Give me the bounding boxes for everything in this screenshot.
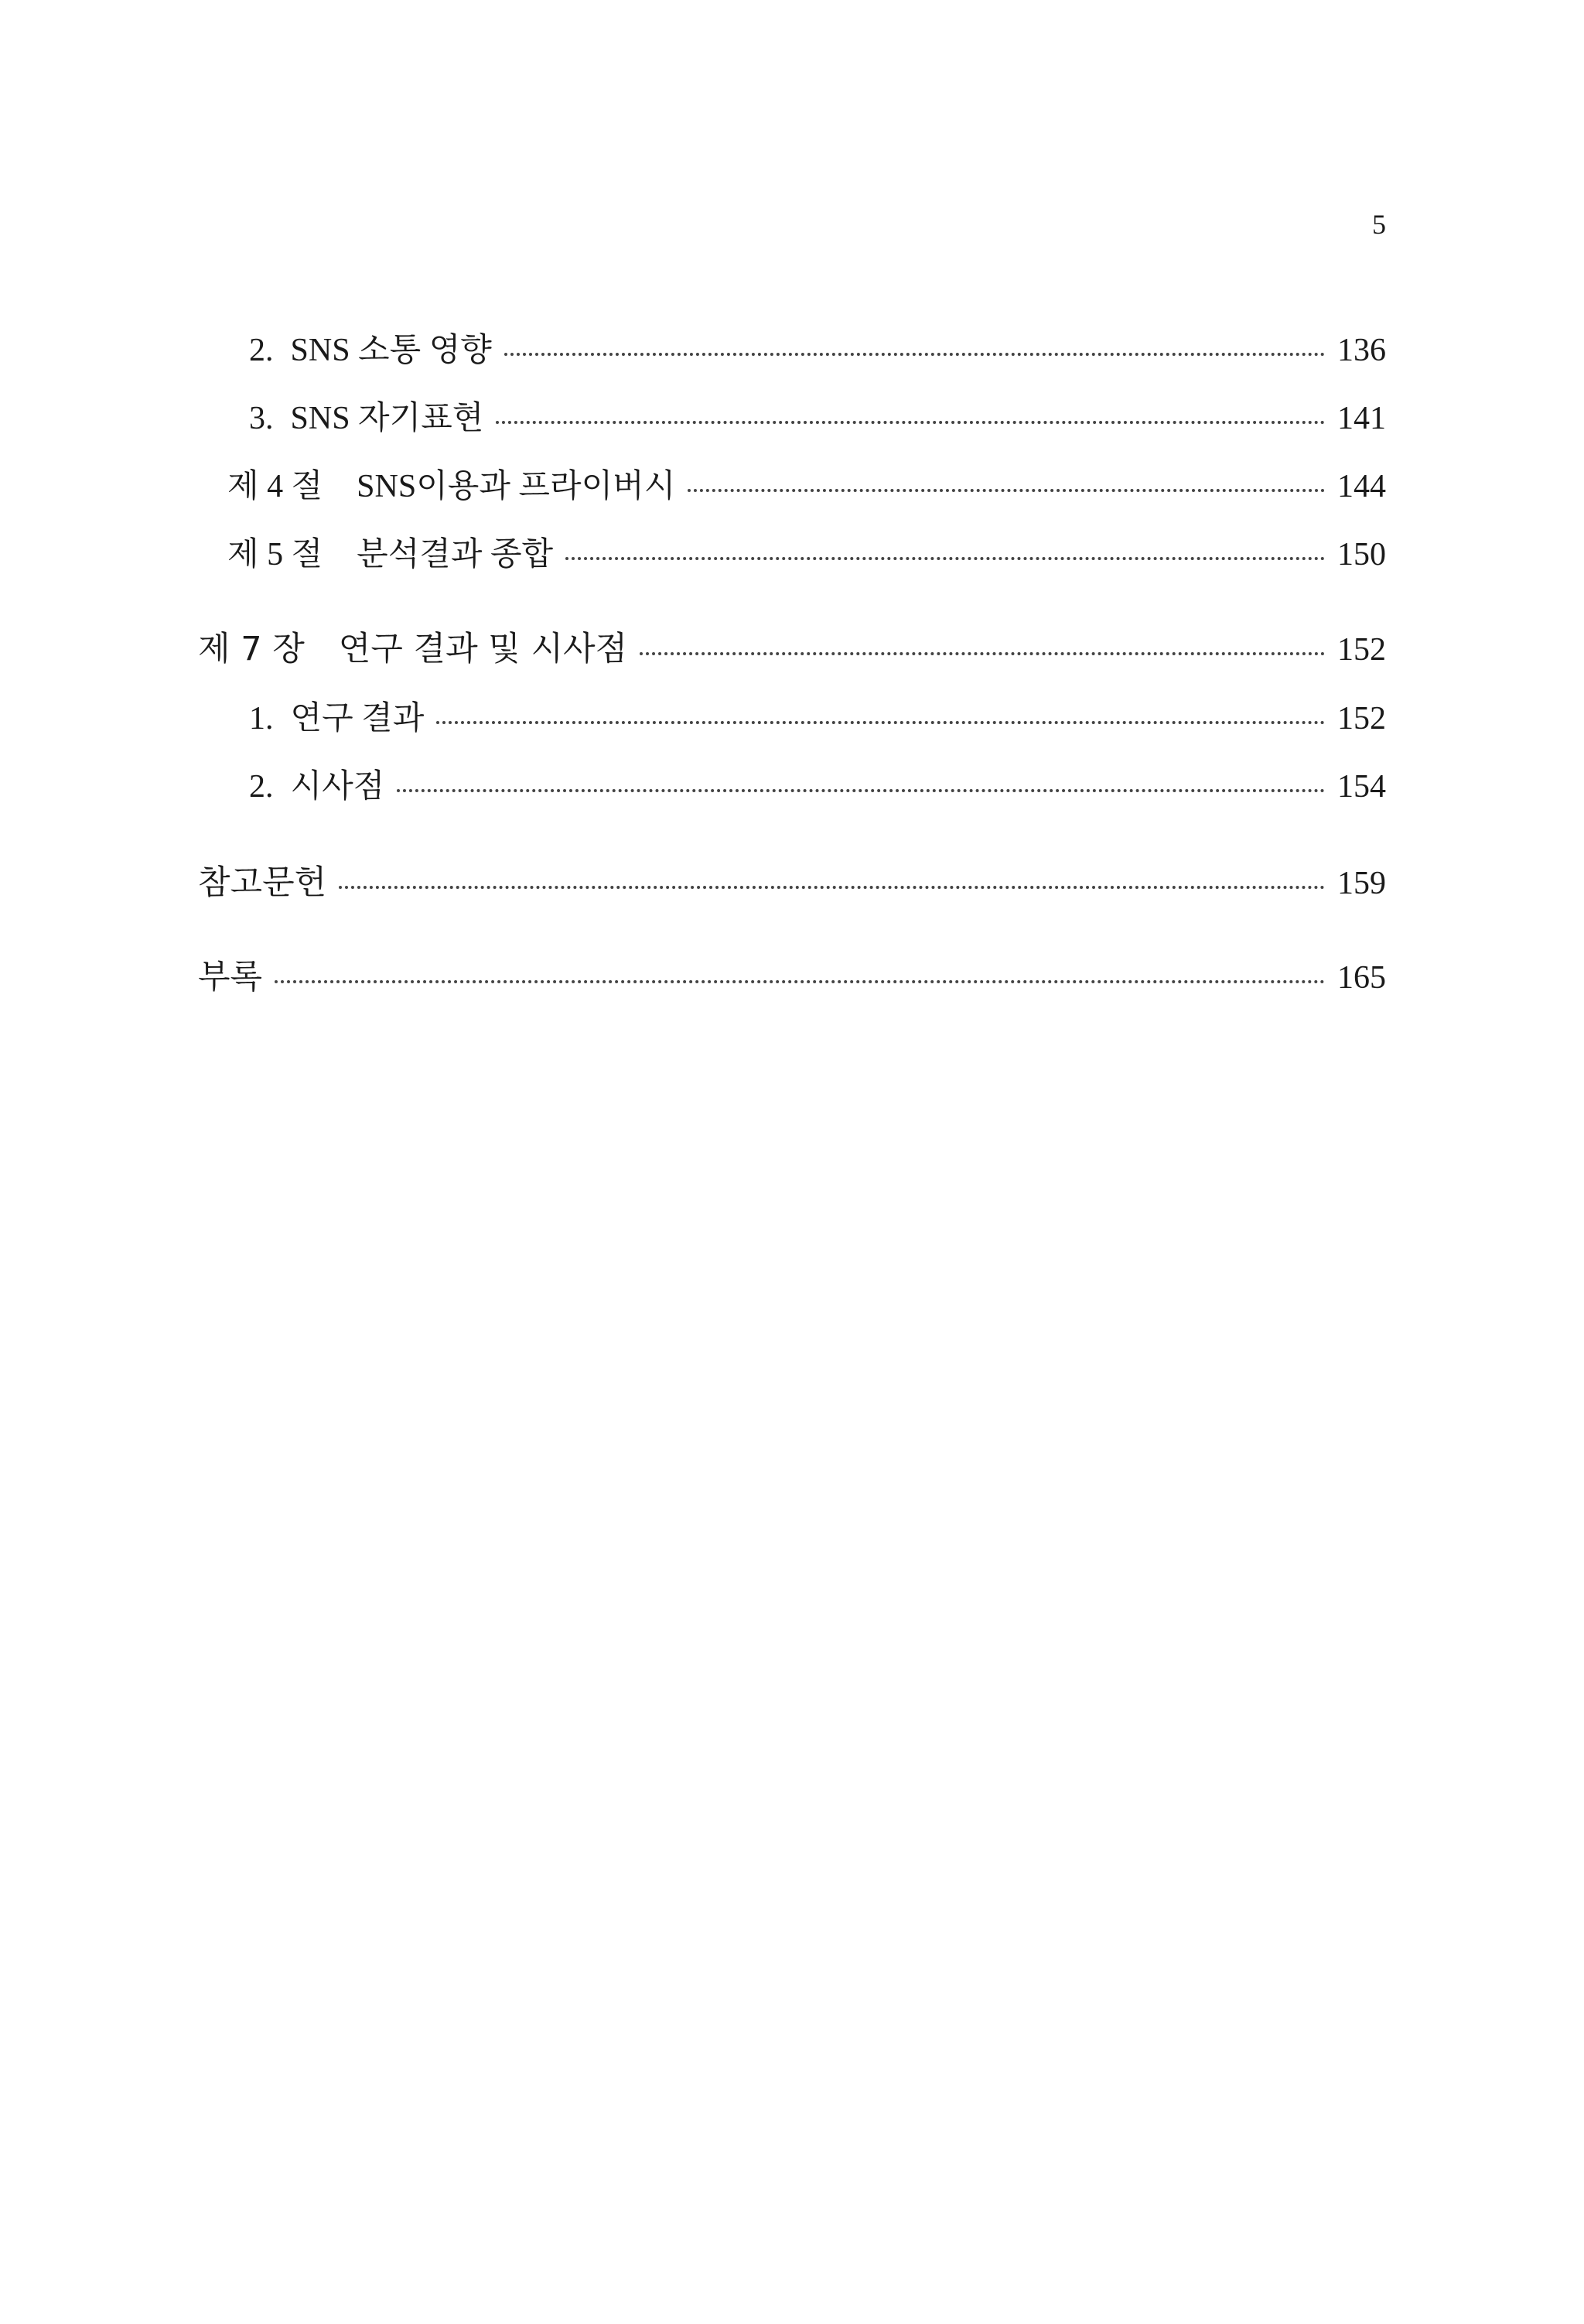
toc-entry-number: 2. <box>249 769 274 805</box>
dot-leader <box>640 652 1325 655</box>
toc-entry-appendix[interactable] <box>198 958 1386 996</box>
toc-entry-sns-communication[interactable] <box>249 334 1386 367</box>
toc-entry-page: 152 <box>1337 701 1386 737</box>
toc-entry-title: 부록 <box>198 958 263 996</box>
toc-entry-page: 144 <box>1337 469 1386 504</box>
toc-entry-title: 연구 결과 <box>290 701 425 737</box>
toc-entry-number: 제 5 절 <box>227 537 323 572</box>
toc-entry-page: 159 <box>1337 866 1386 901</box>
toc-entry-page: 141 <box>1337 401 1386 436</box>
toc-entry-number: 1. <box>249 701 274 737</box>
toc-entry-title: 참고문헌 <box>198 863 327 902</box>
toc-entry-page: 165 <box>1337 960 1386 996</box>
toc-entry-title: 시사점 <box>290 769 385 805</box>
toc-entry-page: 152 <box>1337 632 1386 668</box>
toc-entry-title: SNS 자기표현 <box>290 401 484 436</box>
toc-entry-research-results[interactable] <box>249 702 1386 735</box>
toc-entry-title: 분석결과 종합 <box>357 537 554 572</box>
dot-leader <box>275 980 1325 983</box>
dot-leader <box>565 557 1325 560</box>
toc-entry-title: SNS 소통 영향 <box>290 333 492 368</box>
toc-entry-page: 154 <box>1337 769 1386 805</box>
toc-entry-section-4[interactable] <box>227 470 1386 503</box>
dot-leader <box>504 353 1325 356</box>
toc-entry-number: 2. <box>249 333 274 368</box>
dot-leader <box>496 421 1325 424</box>
toc-entry-number: 3. <box>249 401 274 436</box>
toc-entry-number: 제 7 장 <box>198 630 305 668</box>
toc-entry-page: 136 <box>1337 333 1386 368</box>
toc-entry-title: 연구 결과 및 시사점 <box>338 630 628 668</box>
toc-entry-chapter-7[interactable] <box>198 630 1386 668</box>
dot-leader <box>688 489 1325 492</box>
dot-leader <box>397 789 1325 792</box>
dot-leader <box>436 721 1325 724</box>
toc-entry-section-5[interactable] <box>227 538 1386 571</box>
toc-entry-title: SNS이용과 프라이버시 <box>357 469 676 504</box>
dot-leader <box>339 886 1325 889</box>
toc-entry-implications[interactable] <box>249 771 1386 803</box>
toc-entry-references[interactable] <box>198 863 1386 902</box>
page-number: 5 <box>1372 209 1386 240</box>
toc-entry-number: 제 4 절 <box>227 469 323 504</box>
toc-entry-page: 150 <box>1337 537 1386 572</box>
toc-entry-sns-self-expression[interactable] <box>249 402 1386 435</box>
